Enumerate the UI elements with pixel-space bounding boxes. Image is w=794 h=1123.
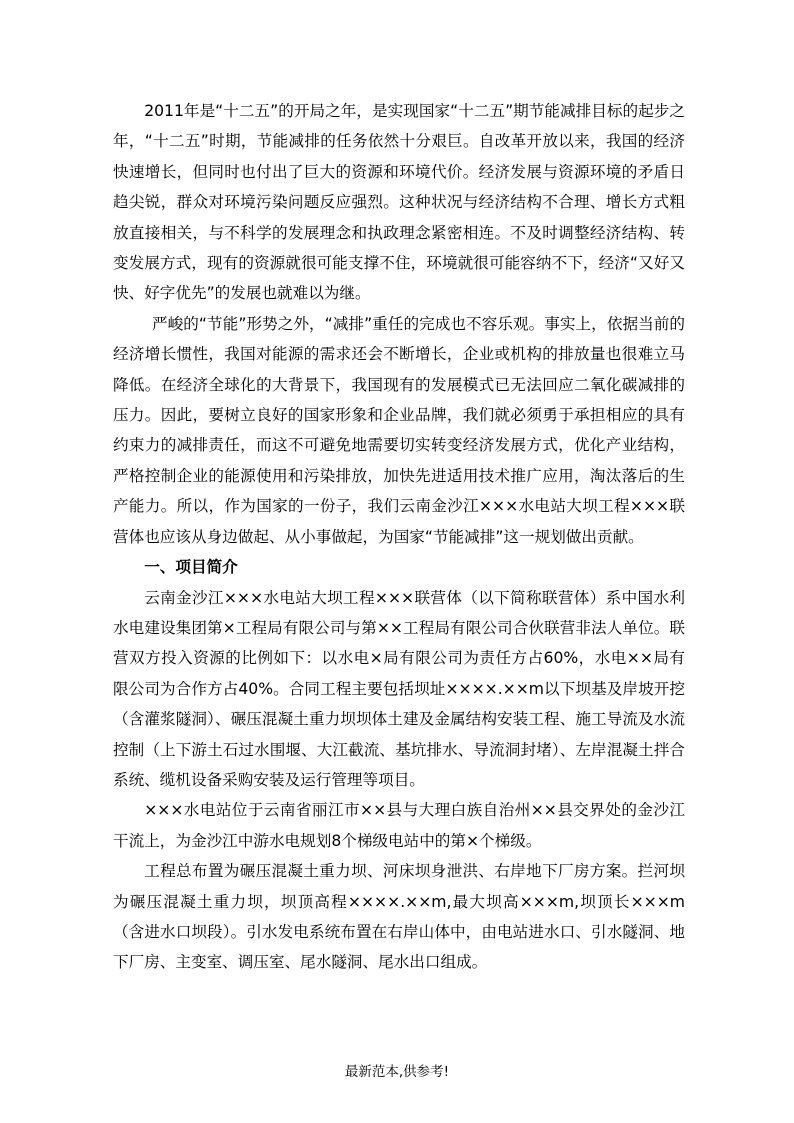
- paragraph-project-intro: 云南金沙江×××水电站大坝工程×××联营体（以下简称联营体）系中国水利水电建设集团第×工程局有限公司与第××工程局有限公司合伙联营非法人单位。联营双方投入资源的比例如下：以水电×局有限公司为责任方占60%，水电××局有限公司为合作方占40%。合同工程主要包括坝址××××.××m以下坝基及岸坡开挖（含灌浆隧洞）、碾压混凝土重力坝坝体土建及金属结构安装工程、施工导流及水流控制（上下游土石过水围堰、大江截流、基坑排水、导流洞封堵）、左岸混凝土拌合系统、缆机设备采购安装及运行管理等项目。: [113, 588, 685, 789]
- paragraph-intro: 2011年是“十二五”的开局之年，是实现国家“十二五”期节能减排目标的起步之年，“十二五”时期，节能减排的任务依然十分艰巨。自改革开放以来，我国的经济快速增长，但同时也付出了巨大的资源和环境代价。经济发展与资源环境的矛盾日趋尖锐，群众对环境污染问题反应强烈。这种状况与经济结构不合理、增长方式粗放直接相关，与不科学的发展理念和执政理念紧密相连。不及时调整经济结构、转变发展方式，现有的资源就很可能支撑不住，环境就很可能容纳不下，经济“又好又快、好字优先”的发展也就难以为继。: [113, 102, 685, 303]
- paragraph-location: ×××水电站位于云南省丽江市××县与大理白族自治州××县交界处的金沙江干流上，为金沙江中游水电规划8个梯级电站中的第×个梯级。: [113, 801, 685, 850]
- paragraph-emission: 严峻的“节能”形势之外，“减排”重任的完成也不容乐观。事实上，依据当前的经济增长惯性，我国对能源的需求还会不断增长，企业或机构的排放量也很难立马降低。在经济全球化的大背景下，我国现有的发展模式已无法回应二氧化碳减排的压力。因此，要树立良好的国家形象和企业品牌，我们就必须勇于承担相应的具有约束力的减排责任，而这不可避免地需要切实转变经济发展方式，优化产业结构，严格控制企业的能源使用和污染排放，加快先进适用技术推广应用，淘汰落后的生产能力。所以，作为国家的一份子，我们云南金沙江×××水电站大坝工程×××联营体也应该从身边做起、从小事做起，为国家“节能减排”这一规划做出贡献。: [113, 314, 685, 546]
- document-body: [113, 96, 685, 978]
- paragraph-layout: 工程总布置为碾压混凝土重力坝、河床坝身泄洪、右岸地下厂房方案。拦河坝为碾压混凝土重力坝，坝顶高程××××.××m,最大坝高×××m,坝顶长×××m（含进水口坝段）。引水发电系统布置在右岸山体中，由电站进水口、引水隧洞、地下厂房、主变室、调压室、尾水隧洞、尾水出口组成。: [113, 862, 685, 972]
- section-heading: 一、项目简介: [144, 558, 238, 577]
- page-footer: 最新范本,供参考!: [344, 1064, 450, 1080]
